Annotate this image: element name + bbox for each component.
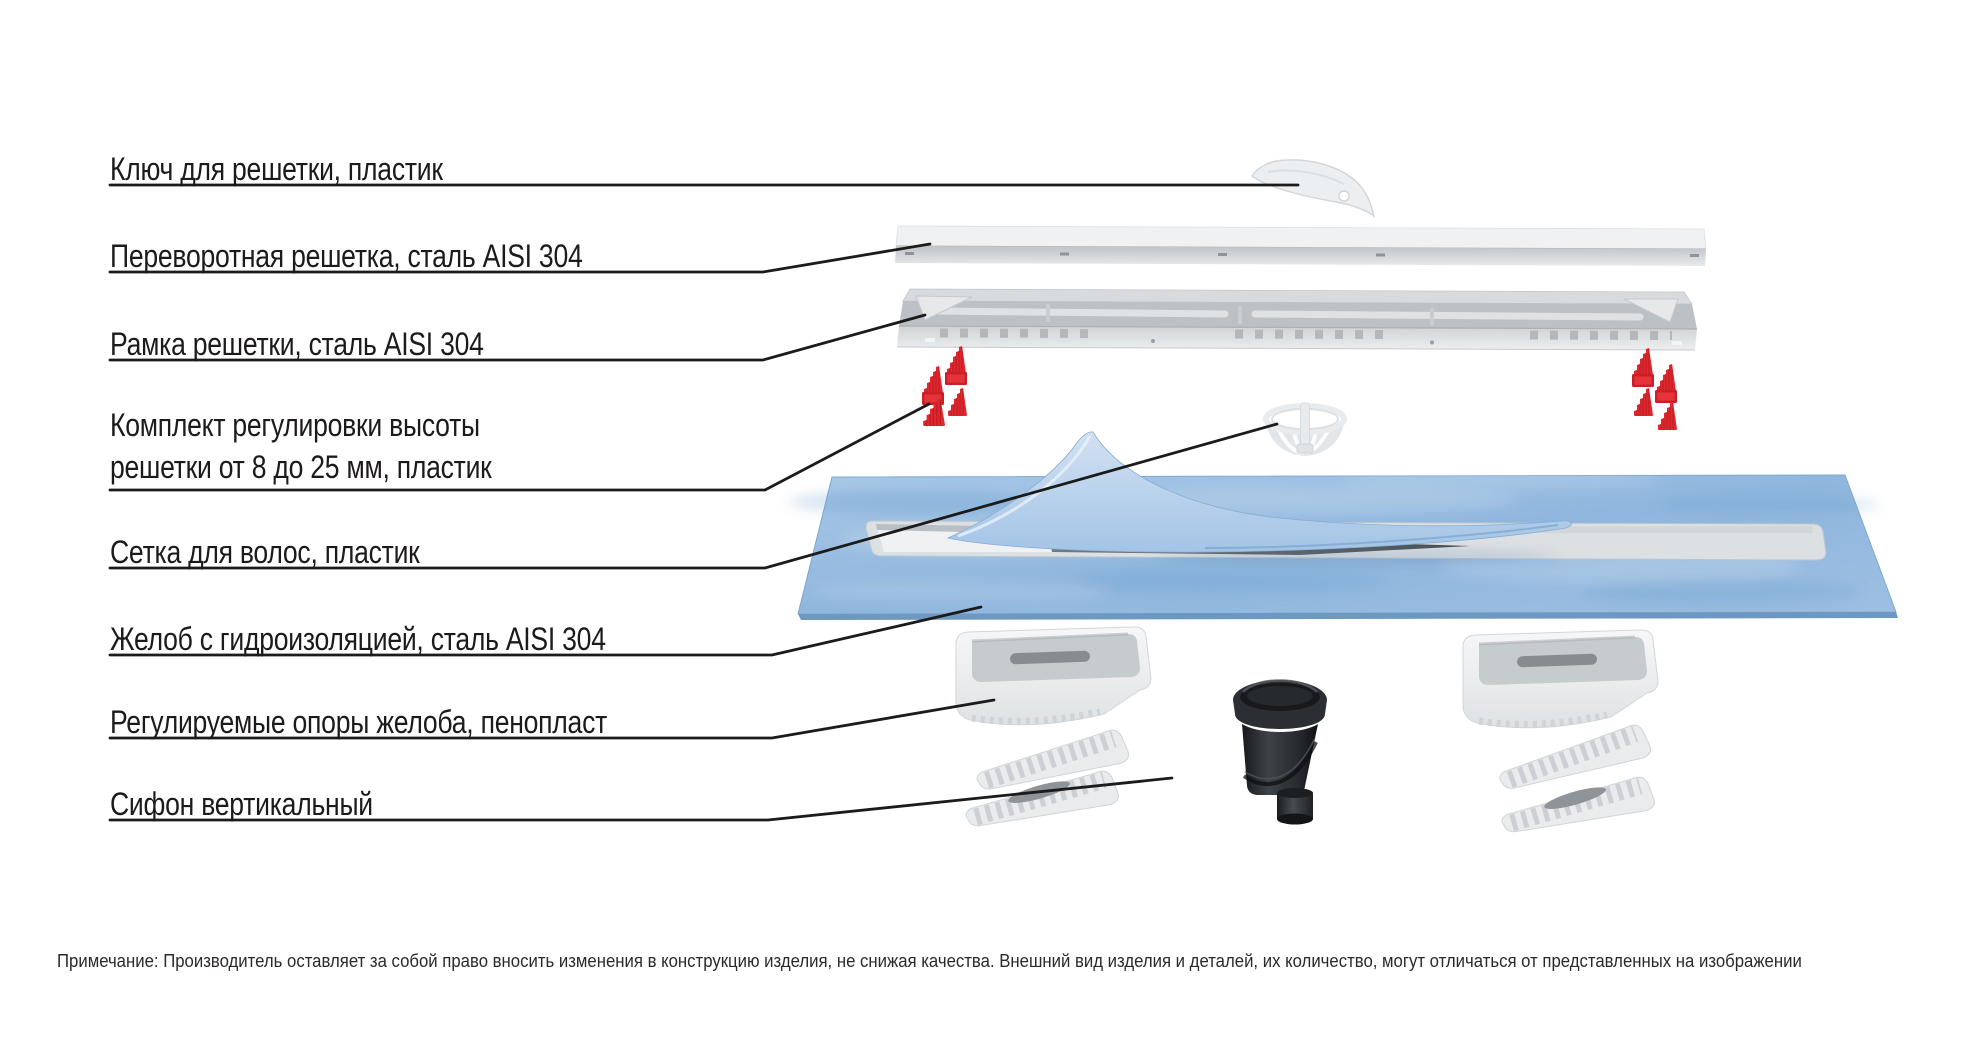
reversible-grate-image	[895, 226, 1706, 266]
label-reversible-grate	[110, 235, 583, 277]
label-text: Сифон вертикальный	[110, 786, 373, 822]
label-grate-key	[110, 148, 443, 190]
label-height-adjustment-kit	[110, 404, 492, 488]
height-adjustment-clips-left	[922, 346, 967, 426]
support-wedges-left	[963, 728, 1131, 827]
label-adjustable-supports	[110, 701, 607, 743]
vertical-siphon-image	[1233, 680, 1327, 825]
grate-frame-image	[897, 289, 1697, 350]
label-grate-frame	[110, 323, 484, 365]
waterproofing-membrane-image	[790, 432, 1898, 620]
label-text: Рамка решетки, сталь AISI 304	[110, 326, 484, 362]
support-wedges-right	[1495, 723, 1656, 834]
label-text: Переворотная решетка, сталь AISI 304	[110, 238, 583, 274]
label-vertical-siphon	[110, 783, 373, 825]
label-text: Сетка для волос, пластик	[110, 534, 420, 570]
grate-key-image	[1252, 160, 1374, 216]
support-tray-left	[956, 627, 1151, 725]
label-text: Комплект регулировки высоты	[110, 407, 480, 443]
label-text: решетки от 8 до 25 мм, пластик	[110, 449, 492, 485]
hair-strainer-image	[1266, 403, 1344, 456]
support-tray-right	[1463, 630, 1658, 728]
label-channel-waterproofing	[110, 618, 606, 660]
label-text: Регулируемые опоры желоба, пенопласт	[110, 704, 608, 740]
label-hair-strainer	[110, 531, 420, 573]
height-adjustment-clips-right	[1632, 348, 1677, 430]
manufacturer-note: Примечание: Производитель оставляет за собой право вносить изменения в конструкцию изделия, не снижая качества. Внешний вид изделия и деталей, их количество, могут отличаться от представленных на изображении	[57, 951, 1802, 971]
label-text: Ключ для решетки, пластик	[110, 151, 443, 187]
label-text: Желоб с гидроизоляцией, сталь AISI 304	[110, 621, 606, 657]
